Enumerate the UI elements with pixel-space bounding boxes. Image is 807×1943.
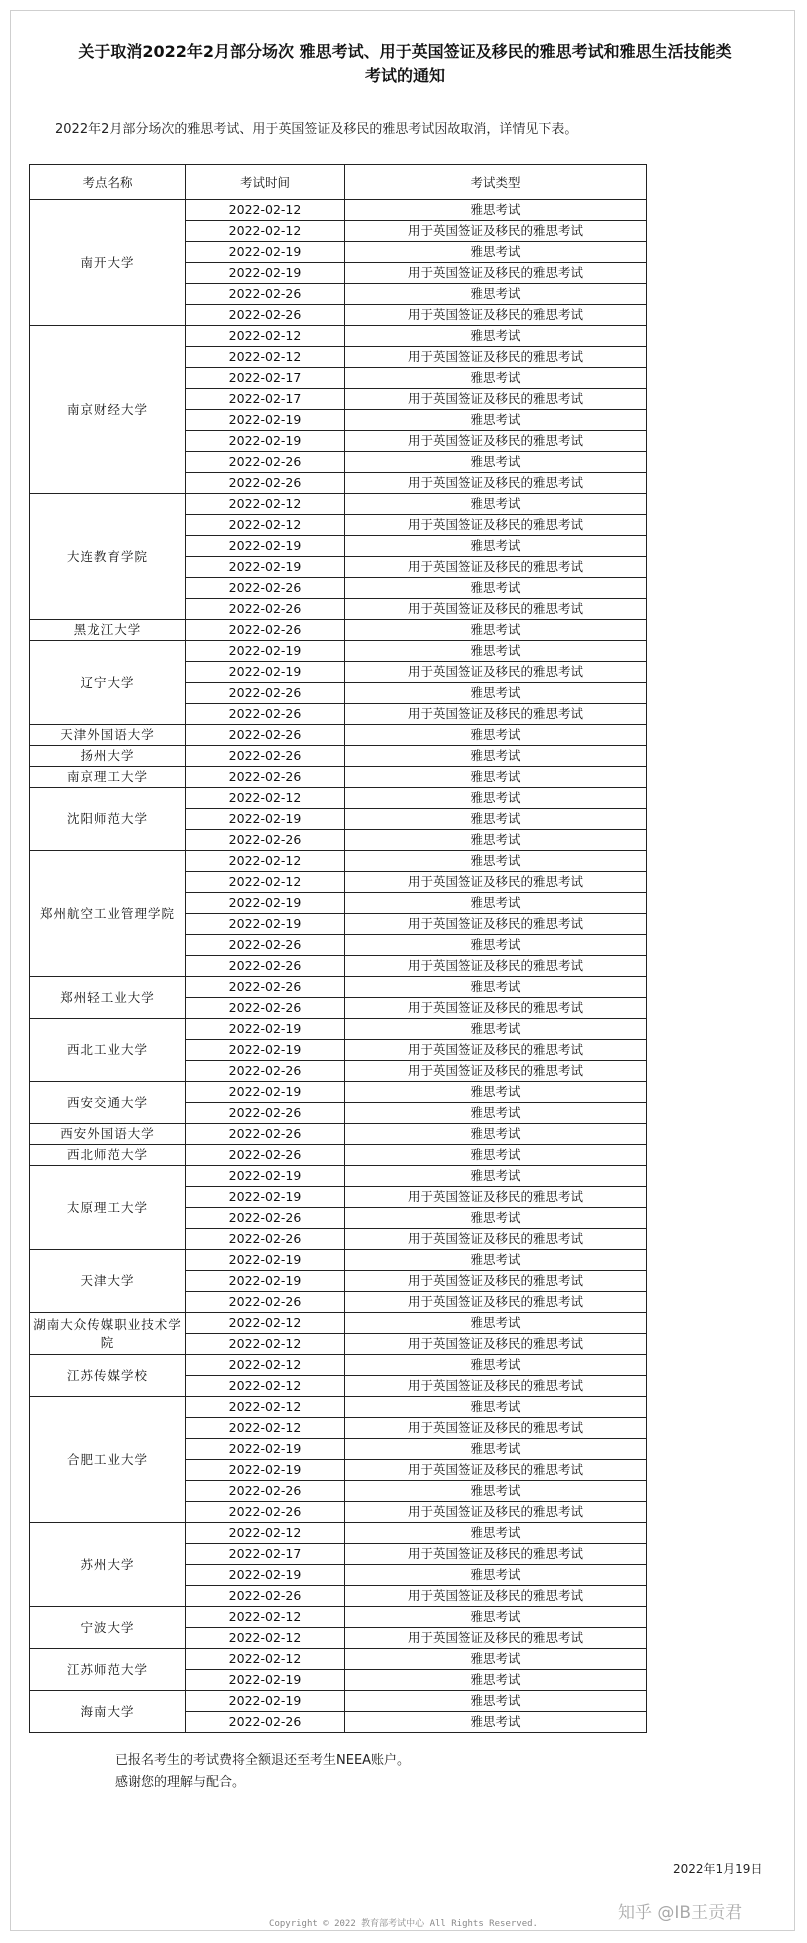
exam-type-cell: 用于英国签证及移民的雅思考试 [345,1334,647,1355]
exam-date-cell: 2022-02-12 [186,1355,345,1376]
exam-date-cell: 2022-02-12 [186,851,345,872]
venue-cell: 太原理工大学 [30,1166,186,1250]
exam-date-cell: 2022-02-19 [186,557,345,578]
exam-type-cell: 雅思考试 [345,242,647,263]
exam-date-cell: 2022-02-26 [186,1712,345,1733]
notice-title-line2: 考试的通知 [364,66,445,85]
venue-cell: 郑州航空工业管理学院 [30,851,186,977]
exam-date-cell: 2022-02-19 [186,1565,345,1586]
exam-type-cell: 雅思考试 [345,641,647,662]
exam-type-cell: 雅思考试 [345,368,647,389]
exam-date-cell: 2022-02-12 [186,1607,345,1628]
exam-type-cell: 雅思考试 [345,851,647,872]
exam-type-cell: 雅思考试 [345,1670,647,1691]
exam-date-cell: 2022-02-26 [186,1481,345,1502]
exam-type-cell: 用于英国签证及移民的雅思考试 [345,1271,647,1292]
notice-title [30,40,780,88]
exam-type-cell: 用于英国签证及移民的雅思考试 [345,1292,647,1313]
exam-type-cell: 雅思考试 [345,1439,647,1460]
venue-cell: 郑州轻工业大学 [30,977,186,1019]
exam-date-cell: 2022-02-19 [186,1040,345,1061]
notice-title-line1: 关于取消2022年2月部分场次 雅思考试、用于英国签证及移民的雅思考试和雅思生活技能类 [78,42,732,61]
exam-type-cell: 雅思考试 [345,620,647,641]
exam-type-cell: 雅思考试 [345,683,647,704]
exam-date-cell: 2022-02-26 [186,1292,345,1313]
exam-date-cell: 2022-02-12 [186,1418,345,1439]
exam-date-cell: 2022-02-26 [186,620,345,641]
exam-date-cell: 2022-02-19 [186,1460,345,1481]
table-row [30,788,647,809]
exam-date-cell: 2022-02-26 [186,1124,345,1145]
exam-date-cell: 2022-02-12 [186,1397,345,1418]
exam-date-cell: 2022-02-26 [186,683,345,704]
exam-date-cell: 2022-02-26 [186,725,345,746]
table-row [30,1019,647,1040]
exam-type-cell: 雅思考试 [345,1124,647,1145]
exam-date-cell: 2022-02-19 [186,1082,345,1103]
exam-date-cell: 2022-02-26 [186,578,345,599]
venue-cell: 江苏师范大学 [30,1649,186,1691]
venue-cell: 南开大学 [30,200,186,326]
exam-date-cell: 2022-02-12 [186,1376,345,1397]
exam-date-cell: 2022-02-19 [186,641,345,662]
exam-type-cell: 用于英国签证及移民的雅思考试 [345,1586,647,1607]
table-row [30,1313,647,1334]
exam-type-cell: 雅思考试 [345,1103,647,1124]
exam-type-cell: 雅思考试 [345,1397,647,1418]
exam-type-cell: 用于英国签证及移民的雅思考试 [345,515,647,536]
exam-type-cell: 雅思考试 [345,1712,647,1733]
exam-date-cell: 2022-02-26 [186,305,345,326]
venue-cell: 苏州大学 [30,1523,186,1607]
venue-cell: 宁波大学 [30,1607,186,1649]
venue-cell: 江苏传媒学校 [30,1355,186,1397]
exam-date-cell: 2022-02-12 [186,1523,345,1544]
exam-date-cell: 2022-02-26 [186,704,345,725]
exam-date-cell: 2022-02-26 [186,935,345,956]
table-row [30,1124,647,1145]
exam-type-cell: 用于英国签证及移民的雅思考试 [345,914,647,935]
exam-date-cell: 2022-02-12 [186,494,345,515]
exam-type-cell: 雅思考试 [345,326,647,347]
exam-type-cell: 雅思考试 [345,494,647,515]
table-row [30,1082,647,1103]
venue-cell: 西北工业大学 [30,1019,186,1082]
exam-date-cell: 2022-02-26 [186,599,345,620]
exam-type-cell: 用于英国签证及移民的雅思考试 [345,1628,647,1649]
exam-type-cell: 雅思考试 [345,830,647,851]
footer-notes [115,1750,410,1794]
exam-type-cell: 用于英国签证及移民的雅思考试 [345,998,647,1019]
exam-type-cell: 雅思考试 [345,578,647,599]
exam-type-cell: 用于英国签证及移民的雅思考试 [345,221,647,242]
venue-cell: 天津外国语大学 [30,725,186,746]
exam-date-cell: 2022-02-26 [186,746,345,767]
venue-cell: 西安交通大学 [30,1082,186,1124]
exam-type-cell: 雅思考试 [345,977,647,998]
exam-type-cell: 雅思考试 [345,809,647,830]
exam-type-cell: 雅思考试 [345,1082,647,1103]
refund-note: 已报名考生的考试费将全额退还至考生NEEA账户。 [115,1753,411,1768]
exam-date-cell: 2022-02-19 [186,662,345,683]
exam-type-cell: 雅思考试 [345,1208,647,1229]
exam-type-cell: 用于英国签证及移民的雅思考试 [345,263,647,284]
exam-type-cell: 用于英国签证及移民的雅思考试 [345,347,647,368]
exam-date-cell: 2022-02-12 [186,1649,345,1670]
exam-date-cell: 2022-02-19 [186,1691,345,1712]
exam-type-cell: 雅思考试 [345,1607,647,1628]
exam-type-cell: 雅思考试 [345,1019,647,1040]
exam-type-cell: 用于英国签证及移民的雅思考试 [345,872,647,893]
table-row [30,1607,647,1628]
exam-type-cell: 雅思考试 [345,200,647,221]
table-row [30,641,647,662]
exam-date-cell: 2022-02-19 [186,1019,345,1040]
table-body [30,200,647,1733]
header-date: 考试时间 [186,165,345,200]
exam-type-cell: 用于英国签证及移民的雅思考试 [345,662,647,683]
exam-date-cell: 2022-02-26 [186,956,345,977]
exam-date-cell: 2022-02-26 [186,1502,345,1523]
exam-type-cell: 雅思考试 [345,1481,647,1502]
exam-date-cell: 2022-02-26 [186,1208,345,1229]
exam-date-cell: 2022-02-17 [186,1544,345,1565]
exam-date-cell: 2022-02-19 [186,242,345,263]
exam-date-cell: 2022-02-26 [186,1061,345,1082]
exam-type-cell: 雅思考试 [345,410,647,431]
exam-type-cell: 雅思考试 [345,536,647,557]
exam-type-cell: 雅思考试 [345,935,647,956]
exam-type-cell: 雅思考试 [345,1523,647,1544]
exam-date-cell: 2022-02-26 [186,977,345,998]
exam-date-cell: 2022-02-12 [186,1313,345,1334]
venue-cell: 南京财经大学 [30,326,186,494]
exam-type-cell: 雅思考试 [345,1565,647,1586]
exam-date-cell: 2022-02-19 [186,1250,345,1271]
exam-date-cell: 2022-02-19 [186,1166,345,1187]
exam-type-cell: 用于英国签证及移民的雅思考试 [345,1460,647,1481]
exam-type-cell: 雅思考试 [345,746,647,767]
table-row [30,746,647,767]
exam-type-cell: 用于英国签证及移民的雅思考试 [345,557,647,578]
exam-date-cell: 2022-02-12 [186,515,345,536]
table-row [30,326,647,347]
exam-date-cell: 2022-02-26 [186,473,345,494]
table-row [30,1166,647,1187]
venue-cell: 沈阳师范大学 [30,788,186,851]
zhihu-watermark: 知乎 @IB王贡君 [618,1903,743,1923]
cancellation-table [29,164,647,1733]
exam-date-cell: 2022-02-19 [186,263,345,284]
exam-date-cell: 2022-02-26 [186,830,345,851]
exam-type-cell: 用于英国签证及移民的雅思考试 [345,704,647,725]
table-row [30,1691,647,1712]
exam-date-cell: 2022-02-26 [186,1229,345,1250]
exam-type-cell: 用于英国签证及移民的雅思考试 [345,1187,647,1208]
exam-type-cell: 用于英国签证及移民的雅思考试 [345,956,647,977]
exam-date-cell: 2022-02-12 [186,347,345,368]
exam-type-cell: 雅思考试 [345,1250,647,1271]
exam-date-cell: 2022-02-19 [186,914,345,935]
exam-date-cell: 2022-02-17 [186,368,345,389]
exam-type-cell: 用于英国签证及移民的雅思考试 [345,1376,647,1397]
table-row [30,851,647,872]
exam-date-cell: 2022-02-26 [186,1145,345,1166]
thanks-note: 感谢您的理解与配合。 [115,1775,246,1790]
exam-type-cell: 用于英国签证及移民的雅思考试 [345,1040,647,1061]
exam-date-cell: 2022-02-12 [186,200,345,221]
exam-date-cell: 2022-02-17 [186,389,345,410]
header-type: 考试类型 [345,165,647,200]
notice-intro: 2022年2月部分场次的雅思考试、用于英国签证及移民的雅思考试因故取消，详情见下表。 [55,122,578,137]
exam-type-cell: 雅思考试 [345,1313,647,1334]
table-row [30,1397,647,1418]
exam-type-cell: 雅思考试 [345,1691,647,1712]
venue-cell: 黑龙江大学 [30,620,186,641]
exam-date-cell: 2022-02-12 [186,1334,345,1355]
exam-type-cell: 雅思考试 [345,1649,647,1670]
exam-type-cell: 用于英国签证及移民的雅思考试 [345,1544,647,1565]
exam-date-cell: 2022-02-26 [186,452,345,473]
exam-date-cell: 2022-02-19 [186,1271,345,1292]
table-row [30,767,647,788]
exam-type-cell: 用于英国签证及移民的雅思考试 [345,389,647,410]
table-row [30,1250,647,1271]
venue-cell: 西安外国语大学 [30,1124,186,1145]
exam-type-cell: 雅思考试 [345,788,647,809]
exam-date-cell: 2022-02-26 [186,284,345,305]
exam-type-cell: 雅思考试 [345,452,647,473]
table-row [30,977,647,998]
exam-date-cell: 2022-02-26 [186,1103,345,1124]
exam-date-cell: 2022-02-26 [186,767,345,788]
venue-cell: 合肥工业大学 [30,1397,186,1523]
exam-type-cell: 用于英国签证及移民的雅思考试 [345,305,647,326]
venue-cell: 大连教育学院 [30,494,186,620]
table-row [30,494,647,515]
table-row [30,1649,647,1670]
notice-date: 2022年1月19日 [673,1862,763,1876]
exam-date-cell: 2022-02-19 [186,431,345,452]
table-header-row [30,165,647,200]
venue-cell: 南京理工大学 [30,767,186,788]
venue-cell: 扬州大学 [30,746,186,767]
venue-cell: 湖南大众传媒职业技术学院 [30,1313,186,1355]
exam-date-cell: 2022-02-26 [186,1586,345,1607]
table-row [30,1145,647,1166]
table-row [30,725,647,746]
exam-date-cell: 2022-02-12 [186,1628,345,1649]
exam-type-cell: 雅思考试 [345,284,647,305]
exam-type-cell: 用于英国签证及移民的雅思考试 [345,1502,647,1523]
table-row [30,1355,647,1376]
exam-type-cell: 用于英国签证及移民的雅思考试 [345,599,647,620]
exam-date-cell: 2022-02-19 [186,410,345,431]
exam-type-cell: 用于英国签证及移民的雅思考试 [345,1418,647,1439]
exam-date-cell: 2022-02-19 [186,893,345,914]
exam-date-cell: 2022-02-19 [186,809,345,830]
exam-date-cell: 2022-02-26 [186,998,345,1019]
exam-type-cell: 用于英国签证及移民的雅思考试 [345,1061,647,1082]
header-venue: 考点名称 [30,165,186,200]
exam-date-cell: 2022-02-12 [186,326,345,347]
table-row [30,1523,647,1544]
exam-date-cell: 2022-02-19 [186,536,345,557]
exam-type-cell: 雅思考试 [345,1166,647,1187]
exam-type-cell: 雅思考试 [345,893,647,914]
venue-cell: 辽宁大学 [30,641,186,725]
venue-cell: 西北师范大学 [30,1145,186,1166]
exam-date-cell: 2022-02-19 [186,1187,345,1208]
venue-cell: 海南大学 [30,1691,186,1733]
exam-type-cell: 雅思考试 [345,1355,647,1376]
exam-type-cell: 用于英国签证及移民的雅思考试 [345,473,647,494]
exam-type-cell: 雅思考试 [345,1145,647,1166]
venue-cell: 天津大学 [30,1250,186,1313]
exam-type-cell: 用于英国签证及移民的雅思考试 [345,1229,647,1250]
exam-type-cell: 用于英国签证及移民的雅思考试 [345,431,647,452]
exam-date-cell: 2022-02-12 [186,788,345,809]
exam-date-cell: 2022-02-12 [186,872,345,893]
copyright-text: Copyright © 2022 教育部考试中心 All Rights Reserved. [269,1919,538,1929]
exam-date-cell: 2022-02-19 [186,1670,345,1691]
exam-date-cell: 2022-02-19 [186,1439,345,1460]
exam-type-cell: 雅思考试 [345,725,647,746]
exam-type-cell: 雅思考试 [345,767,647,788]
table-row [30,200,647,221]
exam-date-cell: 2022-02-12 [186,221,345,242]
table-row [30,620,647,641]
